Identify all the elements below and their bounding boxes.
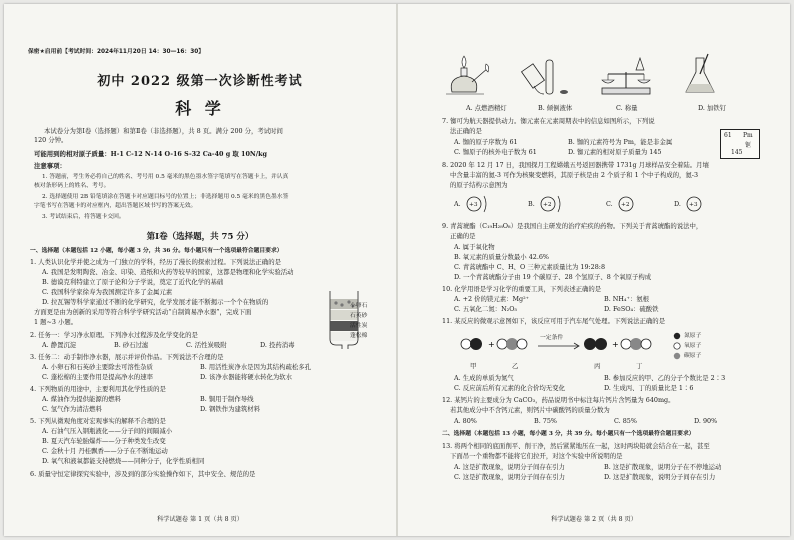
page-footer: 科学试题卷 第 2 页（共 8 页） bbox=[551, 516, 637, 523]
page-footer: 科学试题卷 第 1 页（共 8 页） bbox=[157, 516, 243, 523]
alcohol-lamp-figure bbox=[442, 52, 492, 100]
legend-label: 氧原子 bbox=[684, 343, 702, 349]
question-12-option-a: A. 80% bbox=[454, 417, 477, 425]
question-13-option-b: B. 这是扩散现象，说明分子在不停地运动 bbox=[604, 463, 722, 471]
question-10-option-a: A. +2 价的镁元素：Mg²⁺ bbox=[454, 295, 530, 303]
question-5-option-d: D. 氧气和液氧都能支持燃烧——同种分子，化学性质相同 bbox=[42, 457, 205, 465]
note-item: 1. 答题前，考生务必将自己的姓名、考号用 0.5 毫米的黑色墨水签字笔填写在答题卡上，并认真 bbox=[42, 174, 289, 180]
section-heading: 一、选择题（本题包括 12 小题，每小题 3 分，共 36 分。每小题只有一个选项最符合题目要求） bbox=[30, 248, 283, 254]
intro-text: 本试卷分为第Ⅰ卷（选择题）和第Ⅱ卷（非选择题），共 8 页。满分 200 分，考试时间 bbox=[44, 127, 283, 135]
question-9-option-d: D. 一个青蒿琥酯分子由 19 个碳原子、28 个氢原子、8 个氧原子构成 bbox=[454, 273, 652, 281]
question-11-option-d: D. 生成丙、丁的质量比是 1∶6 bbox=[604, 384, 694, 392]
question-5-option-a: A. 石油气压入钢瓶液化——分子间的间隔减小 bbox=[42, 427, 173, 435]
reaction-condition: 一定条件 bbox=[540, 335, 564, 341]
question-2-option-d: D. 投药消毒 bbox=[260, 341, 295, 349]
question-9-option-a: A. 属于氧化物 bbox=[454, 243, 495, 251]
reaction-diagram bbox=[458, 330, 708, 360]
question-10-option-d: D. FeSO₄：硫酸铁 bbox=[604, 305, 659, 313]
exam-page-1 bbox=[4, 4, 396, 536]
question-11-option-b: B. 参加反应的甲、乙的分子个数比是 2∶3 bbox=[604, 374, 726, 382]
note-item: 核对条形码上的姓名、考号。 bbox=[34, 183, 110, 189]
question-7-option-b: B. 铷的元素符号为 Pm，能是非金属 bbox=[568, 138, 673, 146]
part1-title: 第Ⅰ卷（选择题，共 75 分） bbox=[146, 232, 254, 242]
filter-label-pebble: 小卵石 bbox=[350, 303, 368, 309]
molecule-label: 丙 bbox=[594, 362, 601, 370]
question-9-stem: 9. 青蒿琥酯（C₁₉H₂₈O₈）是我国自主研发的治疗疟疾的药物。下列关于青蒿琥酯的说法中， bbox=[442, 222, 703, 230]
note-item: 2. 选择题使用 2B 铅笔填涂在答题卡对应题目标号的位置上；非选择题用 0.5 毫米的黑色墨水签 bbox=[42, 194, 289, 200]
question-2-option-a: A. 静置沉淀 bbox=[42, 341, 77, 349]
nucleus-charge: +3 bbox=[689, 202, 698, 208]
question-4-option-c: C. 氢气作为清洁燃料 bbox=[42, 405, 102, 413]
exam-time-header: 保密★启用前【考试时间：2024年11月20日 14：30—16：30】 bbox=[28, 49, 205, 55]
svg-text:+: + bbox=[488, 340, 495, 349]
question-13-option-d: D. 这是扩散现象，说明分子间存在引力 bbox=[604, 473, 716, 481]
question-1-option-d: D. 拉瓦锡等科学家通过不断的化学研究，化学发展才能不断揭示一个个在物质的 bbox=[42, 298, 269, 306]
intro-text: 120 分钟。 bbox=[34, 136, 68, 144]
periodic-table-cell bbox=[720, 129, 760, 159]
question-3-option-c: C. 蓬松棉的主要作用是提高净水的速率 bbox=[42, 373, 153, 381]
question-8-stem: 的原子结构示意图为 bbox=[450, 181, 508, 189]
question-4-option-b: B. 铜用于制作导线 bbox=[200, 395, 254, 403]
question-9-option-b: B. 氧元素的质量分数最小 42.6% bbox=[454, 253, 549, 261]
molecule-label: 甲 bbox=[470, 362, 477, 370]
atomic-number: 61 bbox=[724, 132, 732, 139]
question-7-option-a: A. 铷的原子序数为 61 bbox=[454, 138, 518, 146]
question-2-stem: 2. 任务一：学习净水原理。下列净水过程涉及化学变化的是 bbox=[30, 331, 198, 339]
question-12-option-b: B. 75% bbox=[534, 417, 557, 425]
question-8-option-d: D. bbox=[674, 200, 681, 208]
note-item: 字笔书写在答题卡的对应框内，超出答题区域书写的答案无效。 bbox=[34, 203, 197, 209]
question-10-option-b: B. NH₄⁺：氨根 bbox=[604, 295, 650, 303]
exam-sheet bbox=[4, 4, 790, 536]
question-12-option-c: C. 85% bbox=[614, 417, 637, 425]
question-9-option-c: C. 青蒿琥酯中 C、H、O 三种元素质量比为 19:28:8 bbox=[454, 263, 606, 271]
question-7-stem: 7. 铷可为航天器提供动力。铷元素在元素周期表中的信息如图所示，下列说 bbox=[442, 117, 655, 125]
question-1-option-c: C. 我国科学家徐寿为我国测定许多了金属元素 bbox=[42, 288, 173, 296]
nucleus-charge: +3 bbox=[469, 202, 478, 208]
question-4-stem: 4. 下列物质的用途中，主要利用其化学性质的是 bbox=[30, 385, 166, 393]
question-4-option-d: D. 钢铁作为建筑材料 bbox=[200, 405, 261, 413]
question-12-option-d: D. 90% bbox=[694, 417, 718, 425]
question-5-option-b: B. 夏天汽车轮胎爆炸——分子种类发生改变 bbox=[42, 437, 166, 445]
element-name: 钷 bbox=[745, 142, 752, 149]
legend-label: 氮原子 bbox=[684, 333, 702, 339]
filter-label-carbon: 活性炭 bbox=[350, 323, 368, 329]
filter-label-cotton: 蓬松棉 bbox=[350, 333, 368, 339]
question-12-stem: 若其他成分中不含钙元素，则钙片中碳酸钙的质量分数为 bbox=[450, 406, 610, 414]
exam-page-2 bbox=[398, 4, 790, 536]
question-7-option-d: D. 铷元素的相对原子质量为 145 bbox=[568, 148, 662, 156]
question-12-stem: 12. 某钙片的主要成分为 CaCO₃，药品说明书中标注每片钙片含钙量为 640mg。 bbox=[442, 396, 675, 404]
question-10-stem: 10. 化学用语是学习化学的重要工具，下列表述正确的是 bbox=[442, 285, 602, 293]
question-3-stem: 3. 任务二：动手制作净水器，展示并评价作品。下列说法不合理的是 bbox=[30, 353, 224, 361]
molecule-label: 丁 bbox=[636, 362, 643, 370]
question-5-stem: 5. 下列从微观角度对宏观事实的解释不合理的是 bbox=[30, 417, 166, 425]
question-6-option-c: C. 称量 bbox=[616, 104, 638, 112]
question-11-option-c: C. 反应前后所有元素的化合价均无变化 bbox=[454, 384, 565, 392]
exam-title: 初中 2022 级第一次诊断性考试 bbox=[97, 74, 303, 89]
question-2-option-c: C. 活性炭吸附 bbox=[186, 341, 227, 349]
question-8-stem: 中含量丰富的氦-3 可作为核聚变燃料，其原子核是由 2 个质子和 1 个中子构成的，氦-3 bbox=[450, 171, 699, 179]
question-6-option-a: A. 点燃酒精灯 bbox=[466, 104, 507, 112]
question-1-option-a: A. 我国是发明陶瓷、冶金、印染、造纸和火药等较早的国家，这都是物理和化学实验活动 bbox=[42, 268, 294, 276]
question-3-option-d: D. 该净水器能将硬水转化为软水 bbox=[200, 373, 293, 381]
subject-title: 科 学 bbox=[175, 99, 225, 118]
legend-icons bbox=[672, 332, 682, 362]
question-6-option-b: B. 倾倒液体 bbox=[538, 104, 573, 112]
question-3-option-b: B. 用活性炭净水是因为其结构疏松多孔 bbox=[200, 363, 312, 371]
legend-label: 碳原子 bbox=[684, 353, 702, 359]
add-nail-figure bbox=[680, 50, 730, 100]
question-11-option-a: A. 生成的单质为氮气 bbox=[454, 374, 514, 382]
molecule-label: 乙 bbox=[512, 362, 519, 370]
note-item: 3. 考试结束后，将答题卡交回。 bbox=[42, 214, 125, 220]
svg-text:+: + bbox=[612, 340, 619, 349]
section-heading: 二、选择题（本题包括 13 小题，每小题 3 分，共 39 分。每小题只有一个选项最符合题目要求） bbox=[442, 431, 695, 437]
nucleus-charge: +2 bbox=[621, 202, 630, 208]
atomic-mass: 145 bbox=[731, 149, 743, 156]
balance-figure bbox=[598, 50, 654, 100]
question-13-option-a: A. 这是扩散现象，说明分子间存在引力 bbox=[454, 463, 565, 471]
question-9-stem: 正确的是 bbox=[450, 232, 476, 240]
question-10-option-c: C. 五氧化二氮：N₂O₅ bbox=[454, 305, 518, 313]
notes-title: 注意事项： bbox=[34, 162, 66, 170]
filter-label-quartz: 石英砂 bbox=[350, 313, 368, 319]
question-1-stem: 1. 人类认识化学并使之成为一门独立的学科，经历了漫长的探索过程。下列说法正确的是 bbox=[30, 258, 281, 266]
question-1-option-d: 1 题~3 小题。 bbox=[34, 318, 78, 326]
question-13-stem: 13. 将两个相同的底面削平、削干净，然后紧紧地压在一起，这时两块铅就会结合在一起，甚至 bbox=[442, 442, 710, 450]
question-6-stem: 6. 质量守恒定律探究实验中，涉及到的部分实验操作如下，其中安全、规范的是 bbox=[30, 470, 256, 478]
question-6-option-d: D. 加铁钉 bbox=[698, 104, 727, 112]
question-5-option-c: C. 金秋十月 丹桂飘香——分子在不断地运动 bbox=[42, 447, 168, 455]
element-symbol: Pm bbox=[743, 132, 753, 139]
question-8-option-b: B. bbox=[528, 200, 535, 208]
question-8-option-c: C. bbox=[606, 200, 613, 208]
question-13-option-c: C. 这是扩散现象，说明分子间存在引力 bbox=[454, 473, 565, 481]
question-4-option-a: A. 煤油作为提供能源的燃料 bbox=[42, 395, 121, 403]
question-8-stem: 8. 2020 年 12 月 17 日，我国探月工程嫦娥五号返回器携带 1731g 月球样品安全着陆。月壤 bbox=[442, 161, 709, 169]
pour-liquid-figure bbox=[520, 50, 570, 100]
question-2-option-b: B. 砂石过滤 bbox=[114, 341, 149, 349]
question-13-stem: 下面吊一个重物都不能将它们拉开，对这个实验中所说明的是 bbox=[450, 452, 623, 460]
question-7-option-c: C. 铷原子的核外电子数为 61 bbox=[454, 148, 537, 156]
nucleus-charge: +2 bbox=[543, 202, 552, 208]
question-8-option-a: A. bbox=[454, 200, 461, 208]
question-1-option-b: B. 德谟克利特建立了原子论和分子学说，奠定了近代化学的基础 bbox=[42, 278, 224, 286]
atomic-mass-line: 可能用到的相对原子质量：H-1 C-12 N-14 O-16 S-32 Ca-40 g 取 10N/kg bbox=[34, 150, 267, 158]
question-11-stem: 11. 某反应的微观示意图如下，该反应可用于汽车尾气处理。下列说法正确的是 bbox=[442, 317, 666, 325]
question-1-option-d: 方面更是由为创新的采用等符合科学学研究活动“自制简易净水器”，完成下面 bbox=[34, 308, 252, 316]
question-3-option-a: A. 小卵石和石英砂主要除去可溶性杂质 bbox=[42, 363, 153, 371]
question-7-stem: 法正确的是 bbox=[450, 127, 482, 135]
